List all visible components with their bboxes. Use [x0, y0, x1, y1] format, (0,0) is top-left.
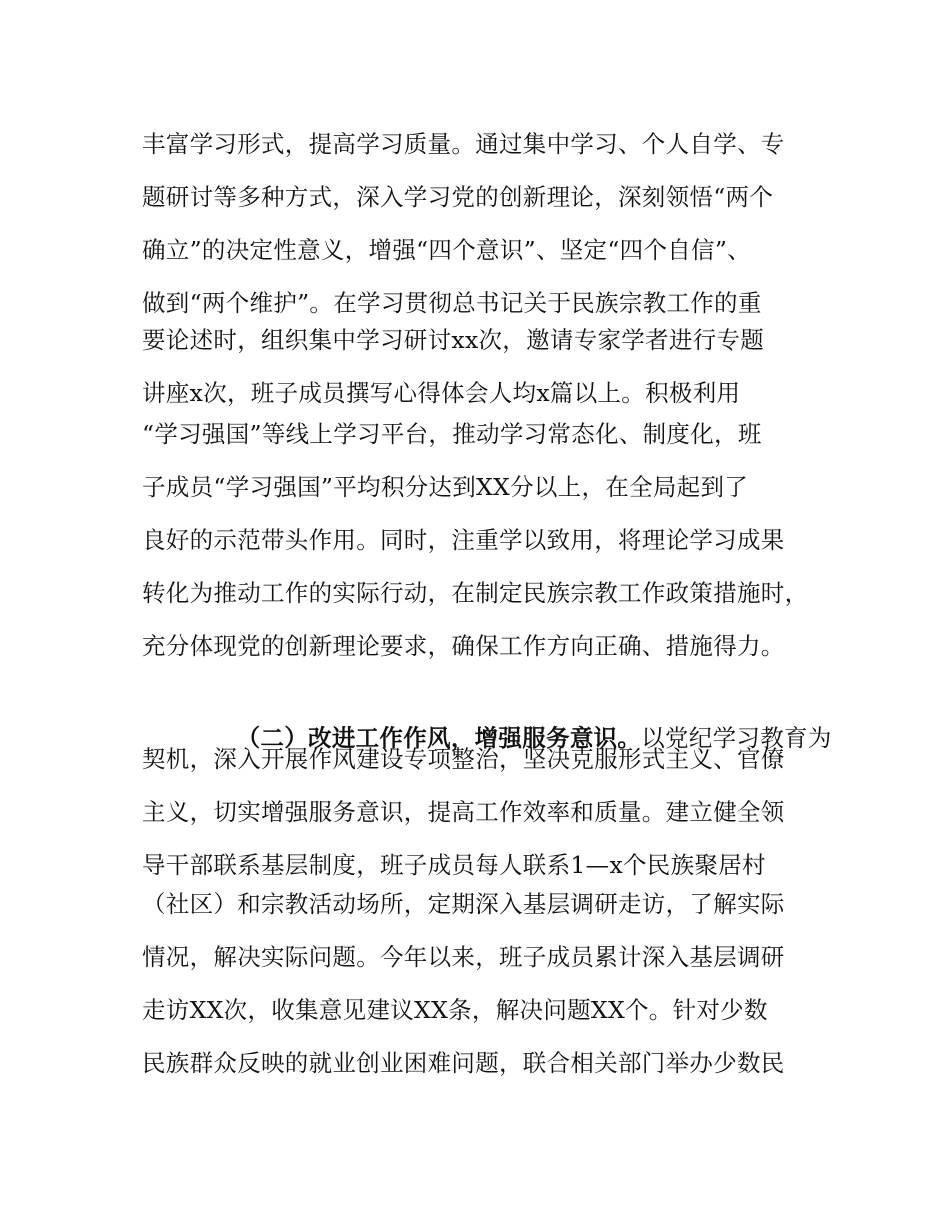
text-line: 良好的示范带头作用。同时，注重学以致用，将理论学习成果	[142, 526, 785, 554]
text-line: 讲座x次，班子成员撰写心得体会人均x篇以上。积极利用	[142, 379, 741, 407]
heading-continuation: 以党纪学习教育为	[641, 724, 832, 752]
text-line: 导干部联系基层制度，班子成员每人联系1—x个民族聚居村	[142, 851, 766, 879]
section-heading: （二）改进工作作风，增强服务意识。	[236, 724, 642, 752]
text-line	[190, 690, 832, 752]
text-line: 情况，解决实际问题。今年以来，班子成员累计深入基层调研	[142, 943, 785, 971]
text-line: 丰富学习形式，提高学习质量。通过集中学习、个人自学、专	[142, 130, 785, 158]
text-line: 转化为推动工作的实际行动，在制定民族宗教工作政策措施时，	[142, 579, 809, 607]
text-line: 要论述时，组织集中学习研讨xx次，邀请专家学者进行专题	[142, 326, 765, 354]
text-line: 主义，切实增强服务意识，提高工作效率和质量。建立健全领	[142, 798, 785, 826]
text-line: 确立”的决定性意义，增强“四个意识”、坚定“四个自信”、	[142, 236, 751, 264]
text-line: 做到“两个维护”。在学习贯彻总书记关于民族宗教工作的重	[142, 289, 762, 317]
text-line: 走访XX次，收集意见建议XX条，解决问题XX个。针对少数	[142, 996, 768, 1024]
text-line: “学习强国”等线上学习平台，推动学习常态化、制度化，班	[142, 420, 762, 448]
text-line: 子成员“学习强国”平均积分达到XX分以上，在全局起到了	[142, 473, 749, 501]
text-line: 民族群众反映的就业创业困难问题，联合相关部门举办少数民	[142, 1049, 785, 1077]
text-line: 充分体现党的创新理论要求，确保工作方向正确、措施得力。	[142, 632, 785, 660]
text-line: 题研讨等多种方式，深入学习党的创新理论，深刻领悟“两个	[142, 183, 774, 211]
text-line: 契机，深入开展作风建设专项整治，坚决克服形式主义、官僚	[142, 745, 785, 773]
text-line: （社区）和宗教活动场所，定期深入基层调研走访，了解实际	[142, 890, 785, 918]
